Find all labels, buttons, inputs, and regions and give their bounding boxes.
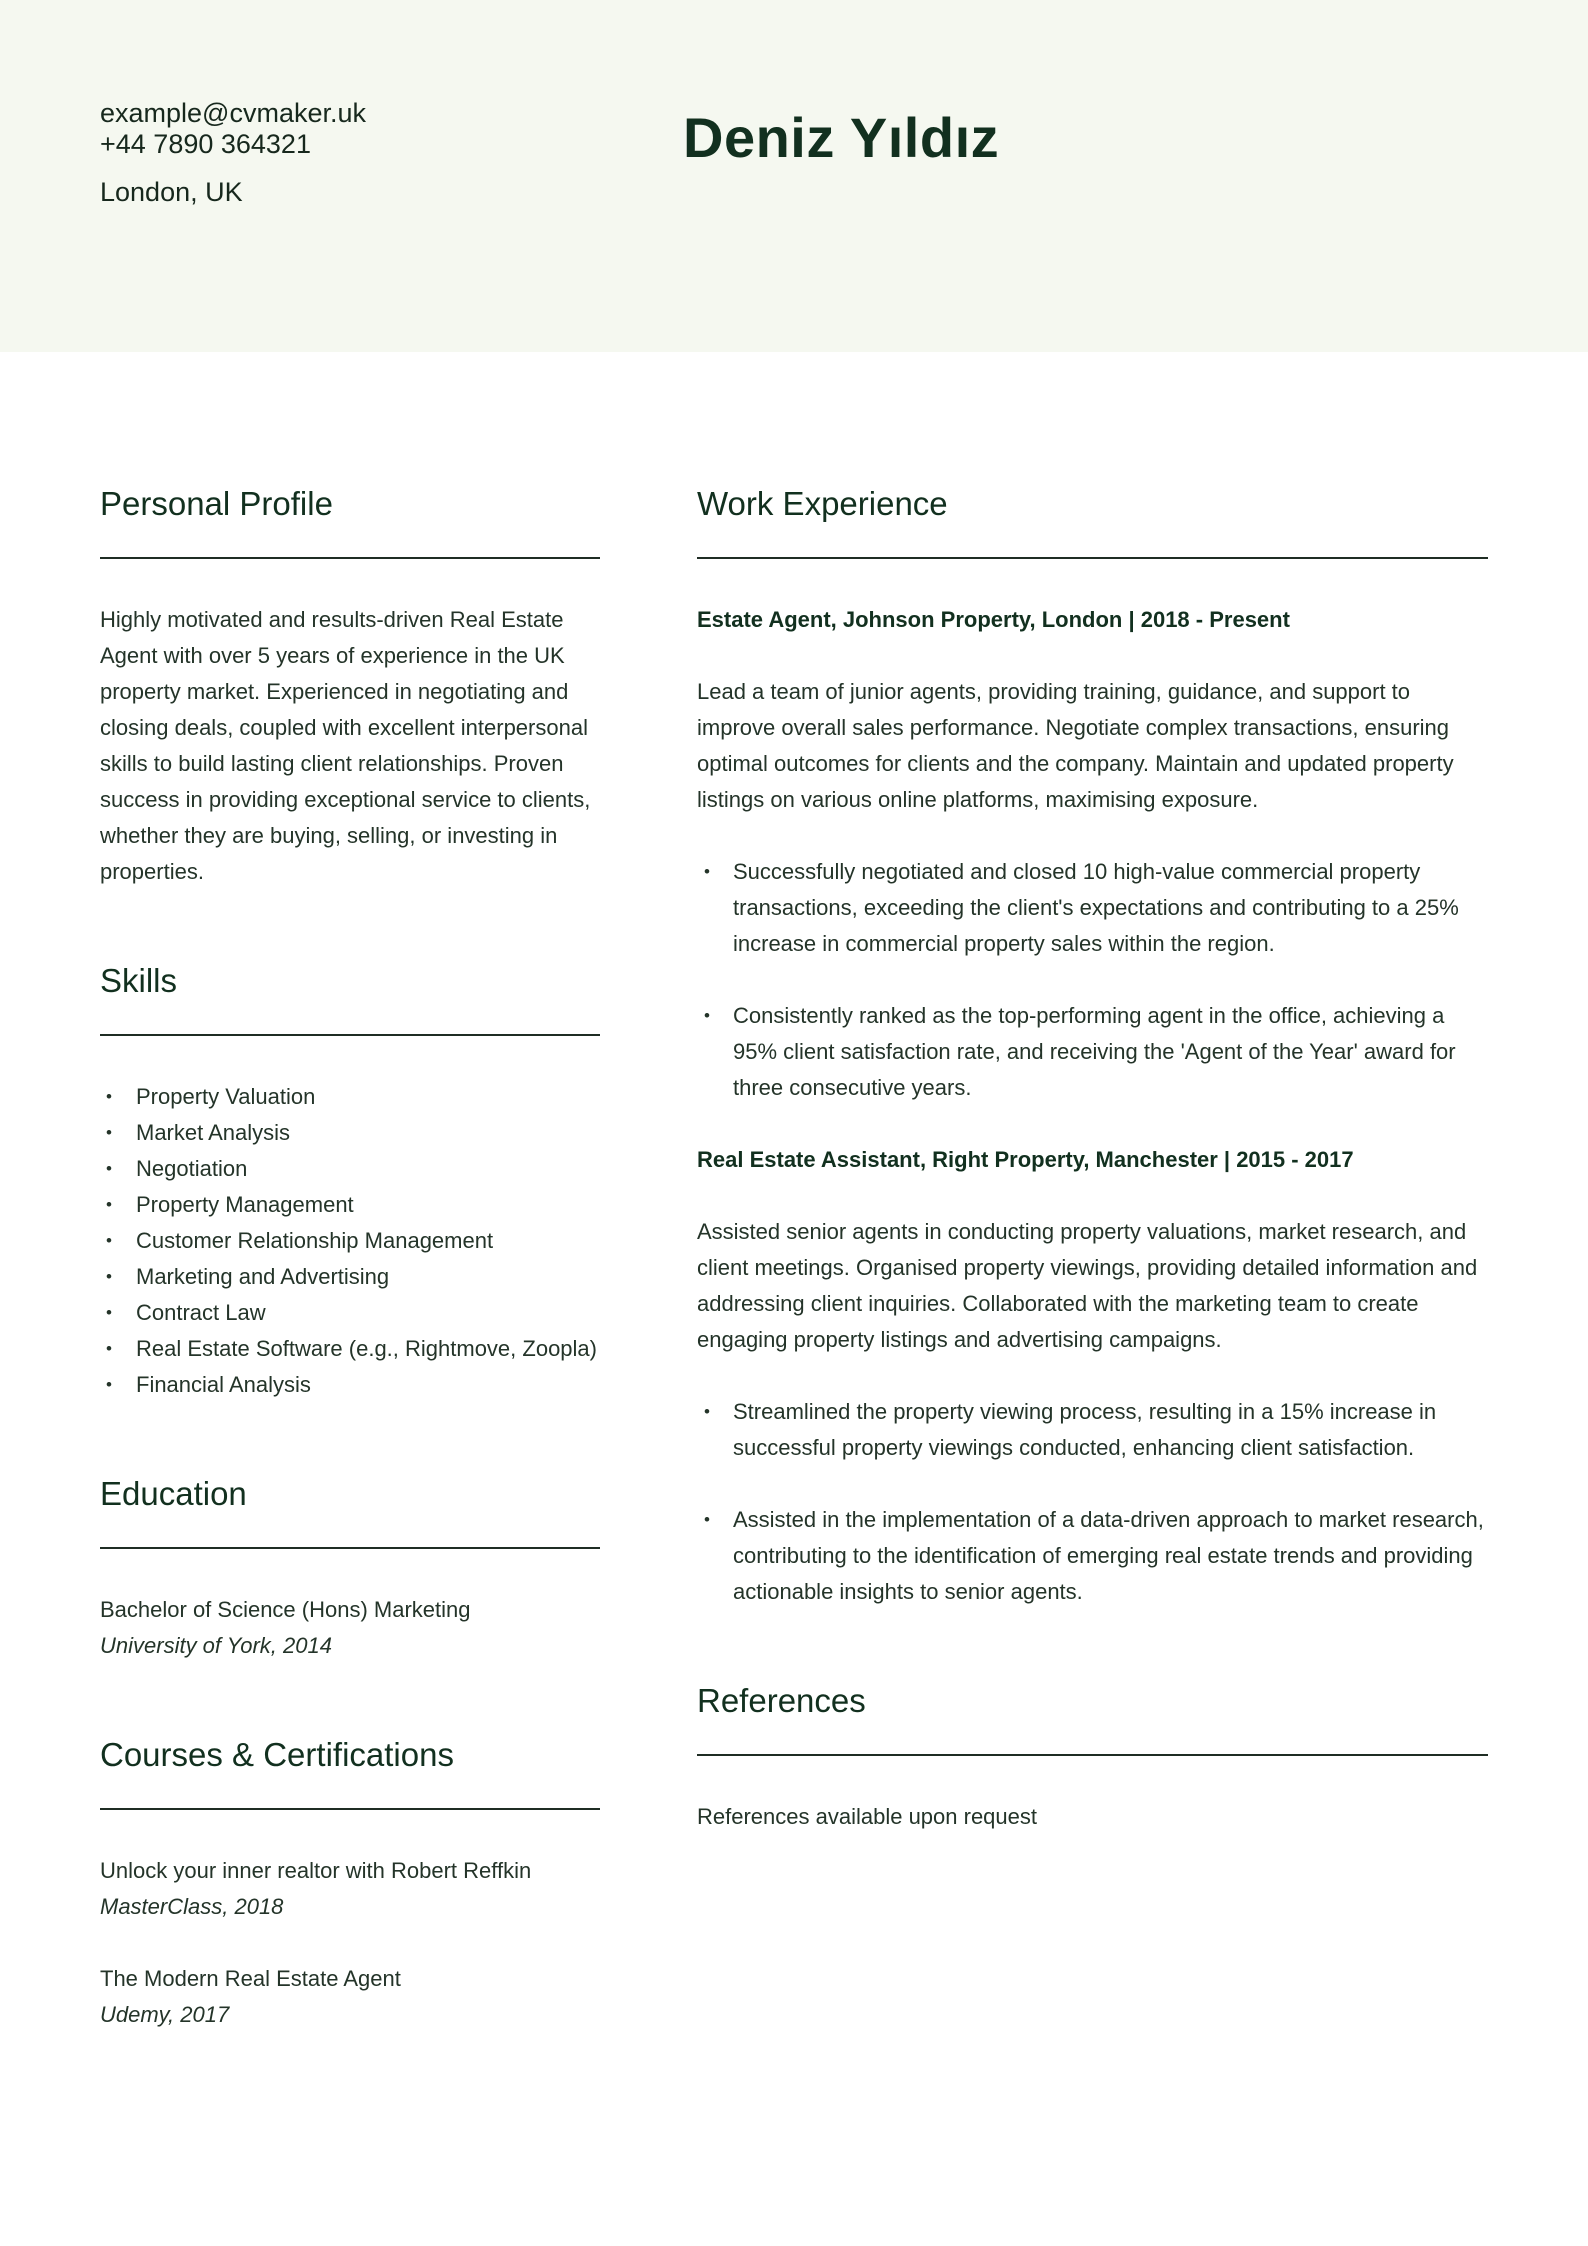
job-entry: [697, 1142, 1488, 1610]
achievement-list: [697, 854, 1488, 1106]
section-divider: [100, 1034, 600, 1036]
courses-section: [100, 1733, 600, 2033]
list-item: • Real Estate Software (e.g., Rightmove, Zoopla): [100, 1331, 600, 1367]
list-item: • Negotiation: [100, 1151, 600, 1187]
list-item: • Consistently ranked as the top-performing agent in the office, achieving a 95% client satisfaction rate, and receiving the 'Agent of the Year' award for three consecutive years.: [697, 998, 1488, 1106]
skills-section: [100, 959, 600, 1403]
contact-block: [100, 98, 366, 208]
job-title: Real Estate Assistant, Right Property, Manchester | 2015 - 2017: [697, 1147, 1354, 1172]
degree: Bachelor of Science (Hons) Marketing: [100, 1597, 471, 1622]
course-provider: MasterClass, 2018: [100, 1894, 284, 1919]
references-section: [697, 1679, 1488, 1835]
section-divider: [697, 1754, 1488, 1756]
list-item: • Market Analysis: [100, 1115, 600, 1151]
course-provider: Udemy, 2017: [100, 2002, 230, 2027]
list-item: • Property Valuation: [100, 1079, 600, 1115]
education-entry: [100, 1592, 600, 1664]
list-item: • Financial Analysis: [100, 1367, 600, 1403]
course-name: Unlock your inner realtor with Robert Reffkin: [100, 1858, 532, 1883]
section-title: Skills: [100, 962, 178, 999]
list-item: • Assisted in the implementation of a data-driven approach to market research, contributing to the identification of emerging real estate trends and providing actionable insights to senior agents.: [697, 1502, 1488, 1610]
left-column: [100, 482, 600, 2033]
job-entry: [697, 602, 1488, 1106]
section-title: References: [697, 1682, 866, 1719]
section-title: Work Experience: [697, 485, 948, 522]
work-experience-section: [697, 482, 1488, 1610]
list-item: • Streamlined the property viewing process, resulting in a 15% increase in successful property viewings conducted, enhancing client satisfaction.: [697, 1394, 1488, 1466]
candidate-name: Deniz Yıldız: [683, 106, 1000, 169]
list-item: • Property Management: [100, 1187, 600, 1223]
phone[interactable]: +44 7890 364321: [100, 129, 311, 159]
job-title: Estate Agent, Johnson Property, London | 2018 - Present: [697, 607, 1290, 632]
section-divider: [100, 557, 600, 559]
section-title: Courses & Certifications: [100, 1736, 454, 1773]
header-banner: [0, 0, 1588, 352]
school: University of York, 2014: [100, 1633, 332, 1658]
section-title: Personal Profile: [100, 485, 333, 522]
achievement-list: [697, 1394, 1488, 1610]
references-text: References available upon request: [697, 1804, 1038, 1829]
profile-text: Highly motivated and results-driven Real Estate Agent with over 5 years of experience in the UK property market. Experienced in negotiating and closing deals, coupled with excellent interpersonal skills to build lasting client relationships. Proven success in providing exceptional service to clients, whether they are buying, selling, or investing in properties.: [100, 607, 591, 884]
job-description: Lead a team of junior agents, providing training, guidance, and support to improve overall sales performance. Negotiate complex transactions, ensuring optimal outcomes for clients and the company. Maintain and updated property listings on various online platforms, maximising exposure.: [697, 679, 1454, 812]
list-item: • Customer Relationship Management: [100, 1223, 600, 1259]
personal-profile-section: [100, 482, 600, 890]
right-column: [697, 482, 1488, 1835]
email[interactable]: example@cvmaker.uk: [100, 98, 367, 128]
location: London, UK: [100, 177, 243, 207]
section-title: Education: [100, 1475, 247, 1512]
list-item: • Contract Law: [100, 1295, 600, 1331]
list-item: • Successfully negotiated and closed 10 high-value commercial property transactions, exceeding the client's expectations and contributing to a 25% increase in commercial property sales within the region.: [697, 854, 1488, 962]
section-divider: [100, 1547, 600, 1549]
course-entry: [100, 1961, 600, 2033]
section-divider: [100, 1808, 600, 1810]
skills-list: [100, 1079, 600, 1403]
course-entry: [100, 1853, 600, 1925]
list-item: • Marketing and Advertising: [100, 1259, 600, 1295]
section-divider: [697, 557, 1488, 559]
education-section: [100, 1472, 600, 1664]
job-description: Assisted senior agents in conducting property valuations, market research, and client meetings. Organised property viewings, providing detailed information and addressing client inquiries. Collaborated with the marketing team to create engaging property listings and advertising campaigns.: [697, 1219, 1478, 1352]
course-name: The Modern Real Estate Agent: [100, 1966, 401, 1991]
